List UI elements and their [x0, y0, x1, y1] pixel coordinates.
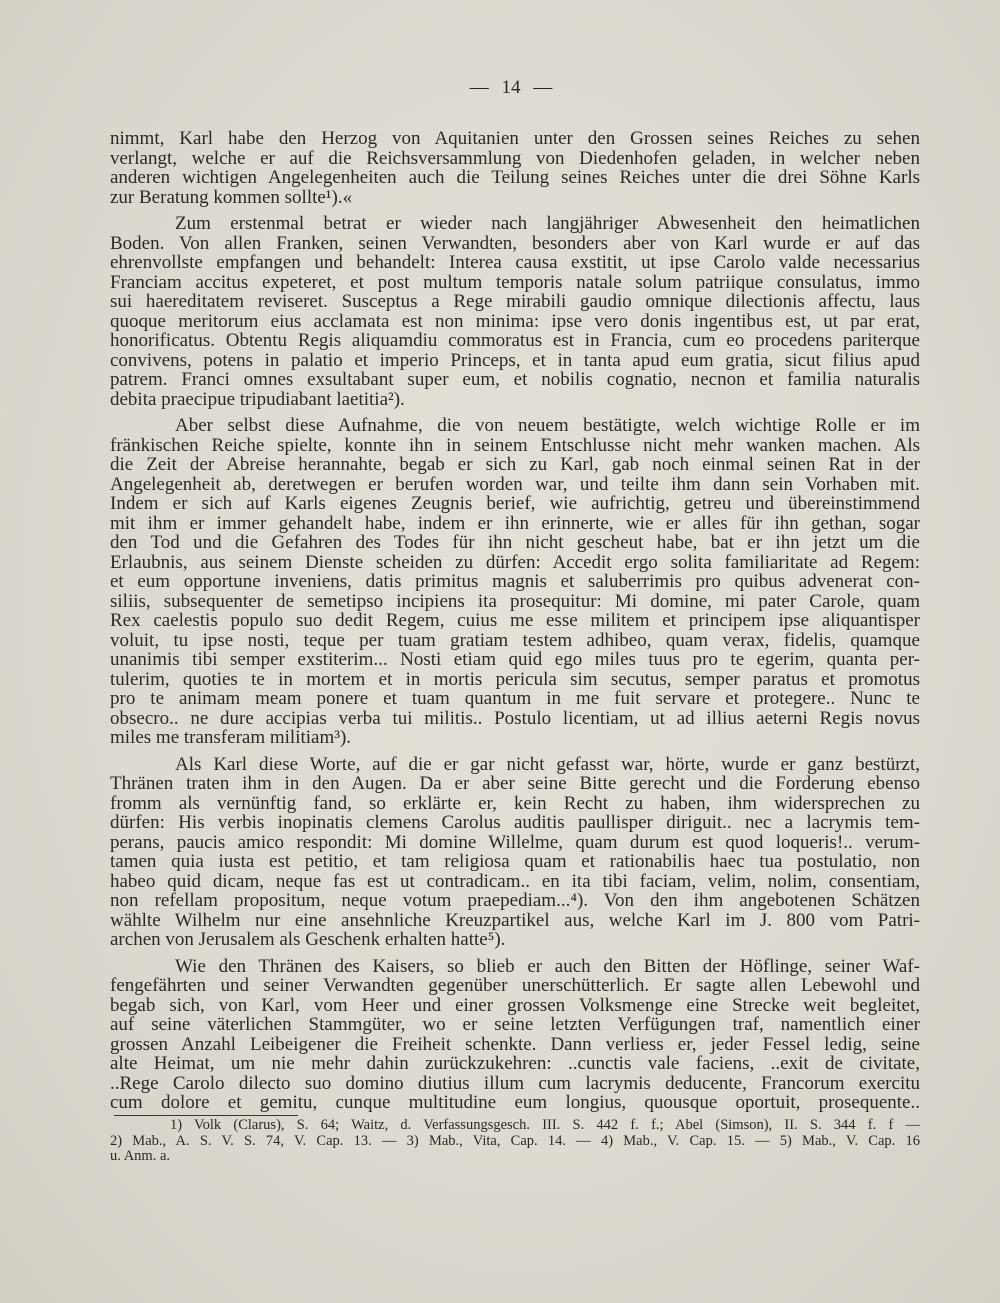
- text-line: Boden. Von allen Franken, seinen Verwandten, besonders aber von Karl wurde er auf das: [110, 232, 920, 254]
- footnote-line: 2) Mab., A. S. V. S. 74, V. Cap. 13. — 3) Mab., Vita, Cap. 14. — 4) Mab., V. Cap. 15. — 5) Mab., V. Cap. 16: [110, 1132, 920, 1149]
- text-line: debita praecipue tripudiabant laetitia²).: [110, 388, 405, 410]
- body-text: [110, 129, 920, 1113]
- text-line: quoque meritorum eius acclamata est non minima: ipse vero donis ingentibus est, ut par erat,: [110, 310, 920, 332]
- text-line: siliis, subsequenter de semetipso incipiens ita prosequitur: Mi domine, mi pater Carole, quam: [110, 590, 920, 612]
- text-line: perans, paucis amico respondit: Mi domine Willelme, quam durum est quod loqueris!.. verum-: [110, 831, 920, 853]
- paragraph: [110, 755, 920, 950]
- text-line: et eum opportune inveniens, datis primitus magnis et saluberrimis pro quibus advenerat con-: [110, 571, 920, 592]
- text-line: archen von Jerusalem als Geschenk erhalten hatte⁵).: [110, 929, 506, 950]
- text-line: verlangt, welche er auf die Reichsversammlung von Diedenhofen geladen, in welcher neben: [110, 147, 920, 169]
- text-line: Thränen traten ihm in den Augen. Da er aber seine Bitte gerecht und die Forderung ebenso: [110, 773, 920, 794]
- text-line: Erlaubnis, aus seinem Dienste scheiden zu dürfen: Accedit ergo solita familiaritate ad Regem:: [110, 551, 920, 573]
- text-line: pro te animam meam ponere et tuam quantum in me fuit servare et protegere.. Nunc te: [110, 688, 920, 709]
- text-line: begab sich, von Karl, vom Heer und einer grossen Volksmenge eine Strecke weit begleitet,: [110, 994, 920, 1016]
- text-line: Aber selbst diese Aufnahme, die von neuem bestätigte, welch wichtige Rolle er im: [175, 415, 920, 436]
- text-line: alte Heimat, um nie mehr dahin zurückzukehren: ..cunctis vale faciens, ..exit de civitate,: [110, 1053, 920, 1074]
- footnote-line: u. Anm. a.: [110, 1148, 171, 1164]
- text-line: fromm als vernünftig fand, so erklärte er, kein Recht zu haben, ihm widersprechen zu: [110, 792, 920, 814]
- text-line: Indem er sich auf Karls eigenes Zeugnis berief, wie aufrichtig, getreu und übereinstimmend: [110, 493, 920, 514]
- text-line: non refellam propositum, neque votum praepediam...⁴). Von den ihm angebotenen Schätzen: [110, 890, 920, 911]
- paragraph: [110, 214, 920, 409]
- text-line: Rex caelestis populo suo dedit Regem, cuius me esse militem et principem ipse aliquantisper: [110, 610, 920, 631]
- page-number: — 14 —: [469, 77, 553, 98]
- text-line: Angelegenheit ab, deretwegen er berufen worden war, und teilte ihm dann sein Vorhaben mit.: [110, 473, 920, 495]
- text-line: convivens, potens in palatio et imperio Princeps, et in tanta apud eum gratia, sicut filius apud: [110, 349, 920, 371]
- paragraph: [110, 416, 920, 748]
- text-line: den Tod und die Gefahren des Todes für ihn nicht gescheut habe, bat er ihn jetzt um die: [110, 532, 920, 553]
- text-line: obsecro.. ne dure accipias verba tui militis.. Postulo licentiam, ut ad illius aeterni Regis novus: [110, 707, 920, 729]
- footnote-rule: [114, 1115, 298, 1116]
- text-line: fränkischen Reiche spielte, konnte ihn in seinem Entschlusse nicht mehr wanken machen. Als: [110, 434, 920, 456]
- text-line: anderen wichtigen Angelegenheiten auch die Teilung seines Reiches unter die drei Söhne Karls: [110, 167, 920, 188]
- text-line: auf seine väterlichen Stammgüter, wo er seine letzten Verfügungen traf, namentlich einer: [110, 1014, 920, 1035]
- text-line: Als Karl diese Worte, auf die er gar nicht gefasst war, hörte, wurde er ganz bestürzt,: [175, 753, 920, 775]
- text-line: die Zeit der Abreise herannahte, begab er sich zu Karl, gab noch einmal seinen Rat in der: [110, 454, 920, 475]
- text-line: Wie den Thränen des Kaisers, so blieb er auch den Bitten der Höflinge, seiner Waf-: [175, 955, 920, 977]
- text-line: Franciam accitus expeteret, et post multum temporis natale solum patriique consulatus, immo: [110, 271, 920, 293]
- text-line: zur Beratung kommen sollte¹).«: [110, 186, 353, 208]
- text-line: voluit, tu ipse nosti, teque per tuam gratiam testem adhibeo, quam verax, fidelis, quamque: [110, 629, 920, 651]
- text-line: wählte Wilhelm nur eine ansehnliche Kreuzpartikel aus, welche Karl im J. 800 vom Patri-: [110, 909, 920, 931]
- text-line: tulerim, quoties te in mortem et in mortis pericula sim secutus, semper paratus et promotus: [110, 668, 920, 690]
- text-line: ..Rege Carolo dilecto suo domino diutius illum cum lacrymis deducente, Francorum exercitu: [110, 1072, 920, 1094]
- text-line: fengefährten und seiner Verwandten gegenüber unerschütterlich. Er sagte allen Lebewohl und: [110, 975, 920, 996]
- paragraph-runs-on: [110, 957, 920, 1113]
- text-line: dürfen: His verbis inopinatis clemens Carolus auditis paullisper diriguit.. nec a lacrymis tem-: [110, 812, 920, 833]
- text-line: unanimis tibi semper exstiterim... Nosti etiam quid ego miles tuus pro te egerim, quanta per-: [110, 649, 920, 670]
- text-line: grossen Anzahl Leibeigener die Freiheit schenkte. Dann verliess er, jeder Fessel ledig, seine: [110, 1033, 920, 1055]
- text-line: cum dolore et gemitu, cunque multitudine eum longius, quousque oportuit, prosequente..: [110, 1092, 920, 1113]
- text-line: mit ihm er immer gehandelt habe, indem er ihn erinnerte, wie er alles für ihn gethan, sogar: [110, 512, 920, 534]
- paragraph-continued: [110, 129, 920, 207]
- text-line: patrem. Franci omnes exsultabant super eum, et nobilis cognatio, necnon et familia naturalis: [110, 369, 920, 390]
- text-line: ehrenvollste empfangen und behandelt: Interea causa exstitit, ut ipse Carolo valde necessarius: [110, 252, 920, 273]
- text-line: tamen quia iusta est petitio, et tam religiosa quam et rationabilis haec tua postulatio, non: [110, 851, 920, 872]
- text-line: Zum erstenmal betrat er wieder nach langjähriger Abwesenheit den heimatlichen: [175, 213, 920, 234]
- text-line: nimmt, Karl habe den Herzog von Aquitanien unter den Grossen seines Reiches zu sehen: [110, 128, 920, 149]
- footnote-line: 1) Volk (Clarus), S. 64; Waitz, d. Verfassungsgesch. III. S. 442 f. f.; Abel (Simson), II. S. 344 f. f —: [170, 1117, 920, 1133]
- text-line: miles me transferam militiam³).: [110, 727, 352, 748]
- text-line: sui haereditatem reviseret. Susceptus a Rege mirabili gaudio omnique dilectionis affectu, laus: [110, 291, 920, 312]
- footnotes: [110, 1118, 920, 1165]
- text-line: honorificatus. Obtentu Regis aliquamdiu commoratus est in Francia, cum eo procedens pariterque: [110, 330, 920, 351]
- text-line: habeo quid dicam, neque fas est ut contradicam.. en ita tibi faciam, velim, nolim, consentiam,: [110, 870, 920, 892]
